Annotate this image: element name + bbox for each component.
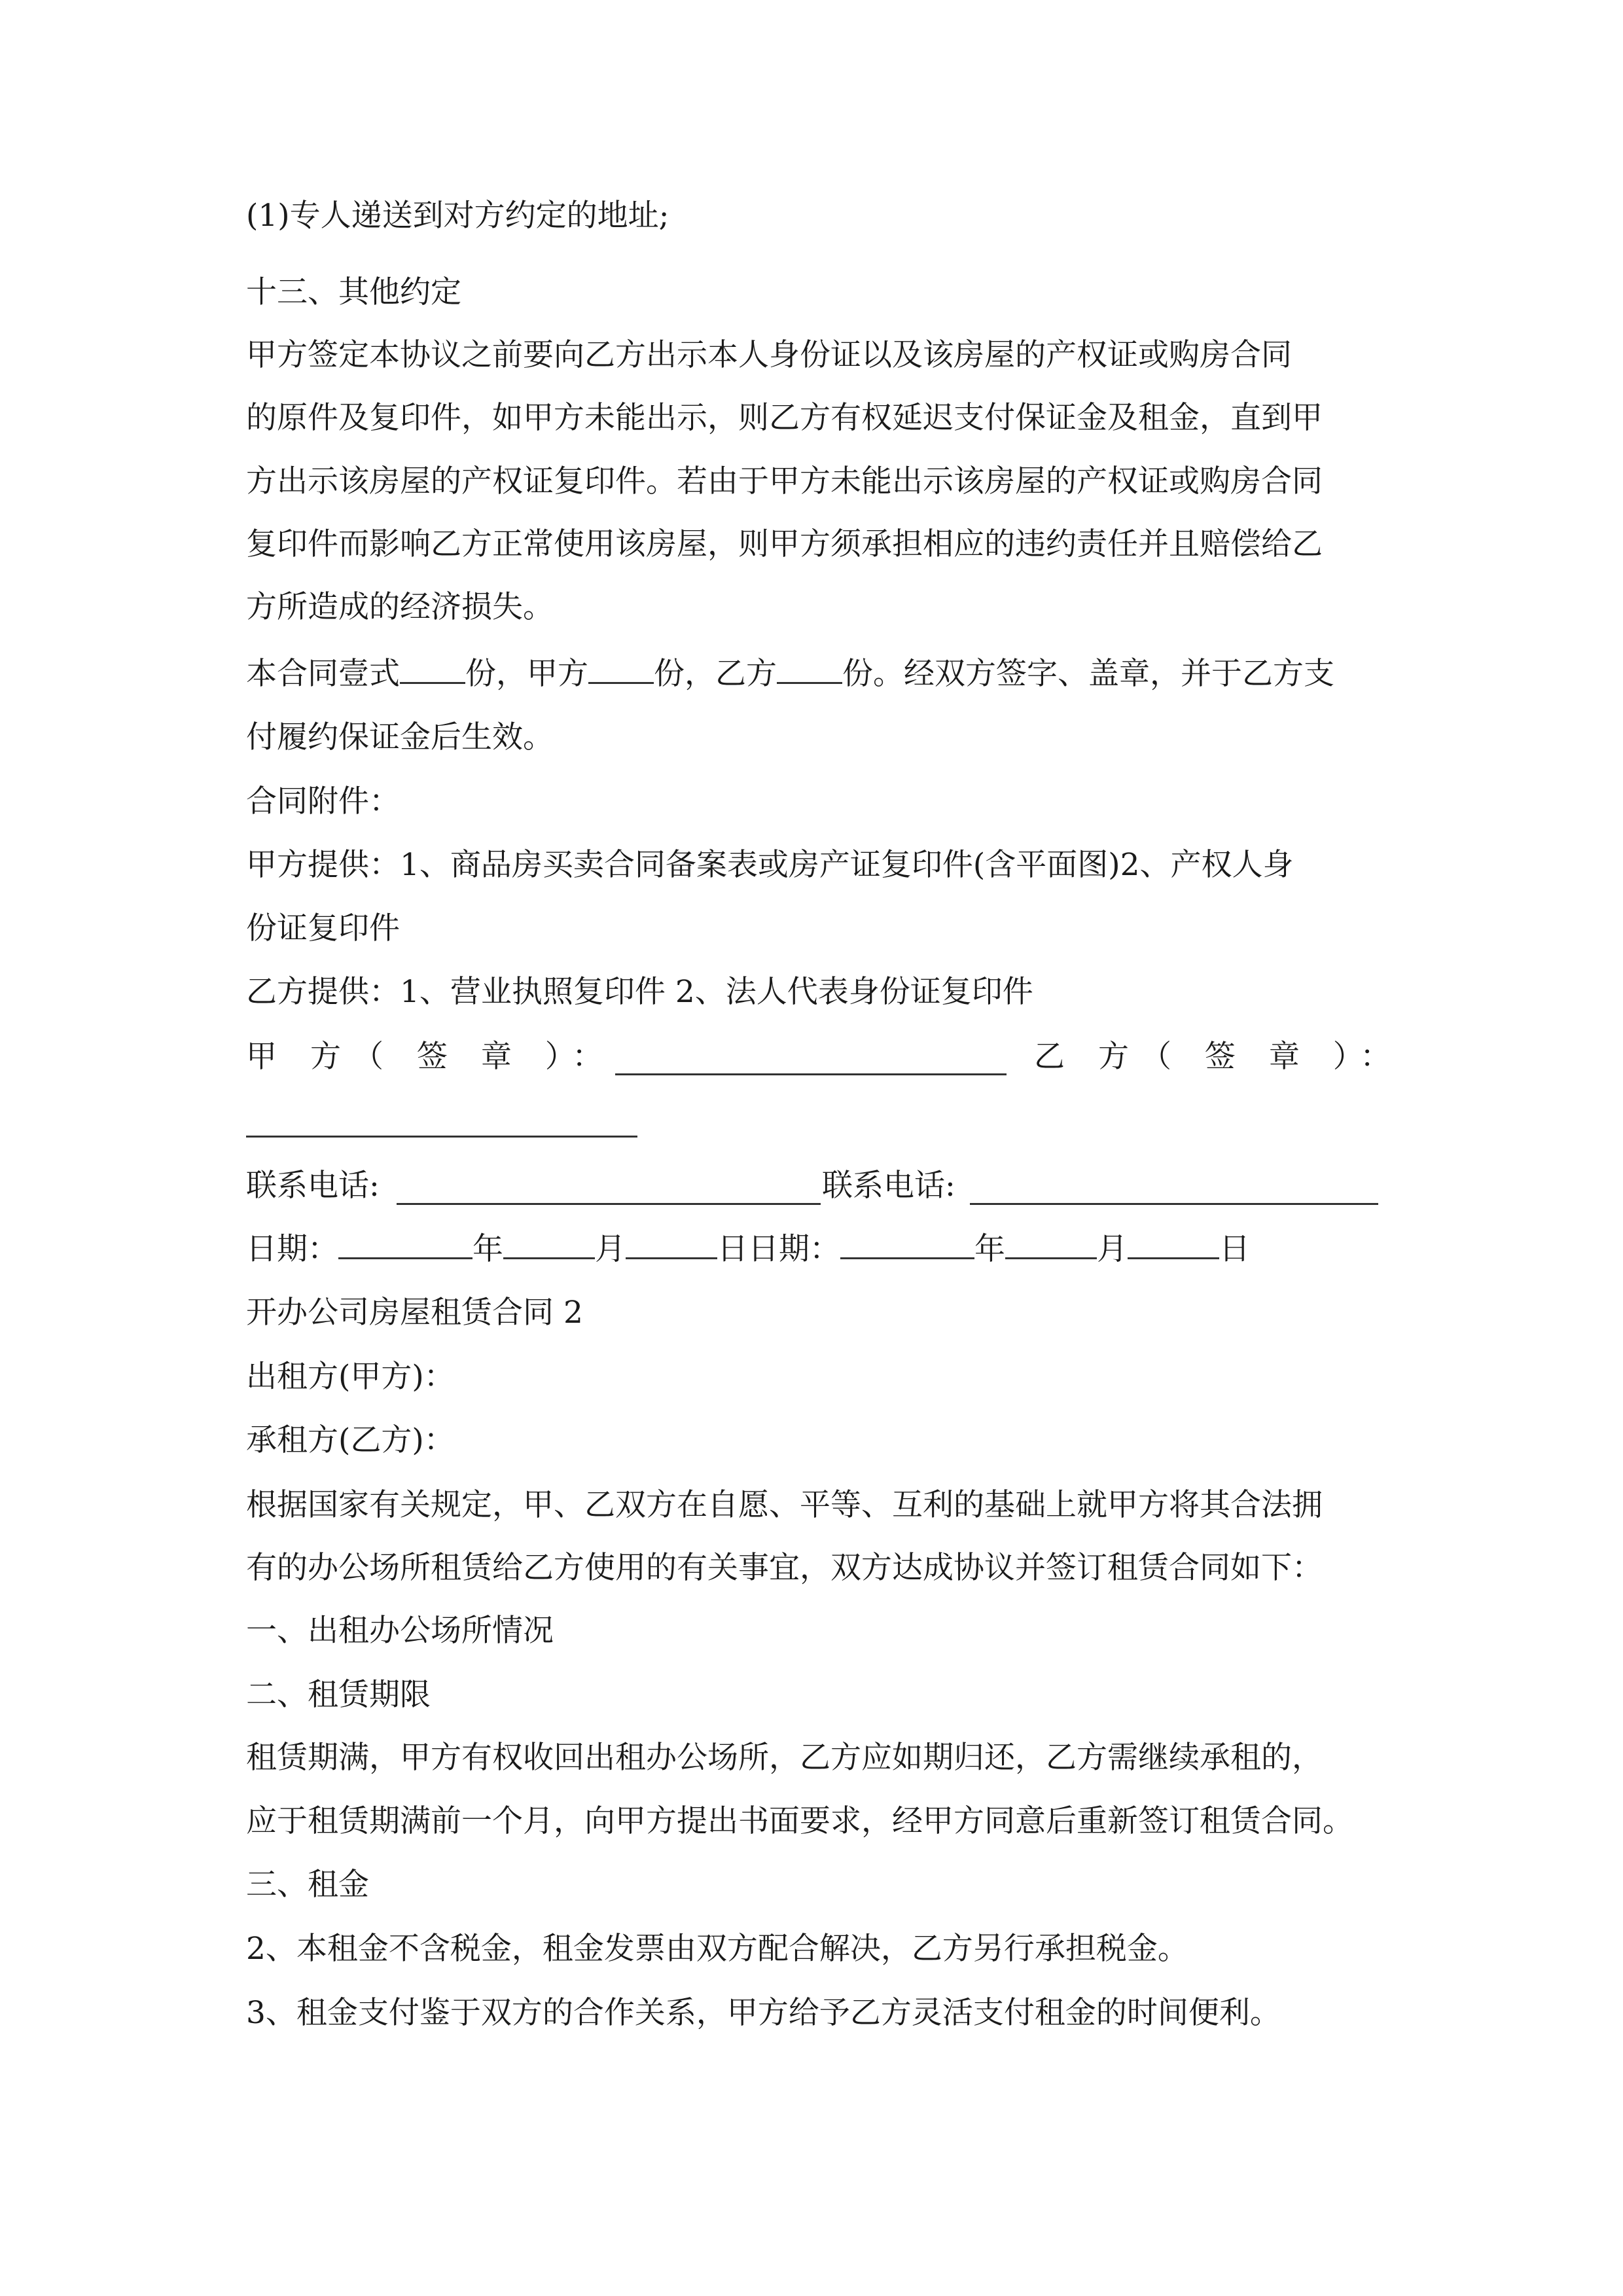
party-a-phone-line[interactable] — [397, 1203, 821, 1205]
party-b-signature-line[interactable] — [246, 1136, 637, 1138]
paragraph-line: 应于租赁期满前一个月，向甲方提出书面要求，经甲方同意后重新签订租赁合同。 — [246, 1803, 1353, 1839]
section-13-heading: 十三、其他约定 — [246, 274, 461, 310]
paragraph-line: 租赁期满，甲方有权收回出租办公场所，乙方应如期归还，乙方需继续承租的， — [246, 1740, 1323, 1776]
section-1-heading: 一、出租办公场所情况 — [246, 1613, 554, 1649]
rent-clause-2: 2、本租金不含税金，租金发票由双方配合解决，乙方另行承担税金。 — [246, 1931, 1188, 1967]
copies-party-b-blank[interactable] — [777, 656, 842, 684]
paragraph-line: 付履约保证金后生效。 — [246, 719, 554, 755]
party-a-date-label: 日期： — [246, 1231, 338, 1267]
party-b-phone-label: 联系电话: — [822, 1168, 955, 1204]
copies-text: 份，甲方 — [465, 656, 588, 692]
party-a-attachments-cont: 份证复印件 — [246, 910, 400, 946]
party-a-signature-label: 甲 方（ 签 章 ）： — [246, 1039, 615, 1075]
copies-clause — [246, 655, 1334, 694]
year-label: 年 — [473, 1231, 503, 1267]
copies-total-blank[interactable] — [400, 656, 465, 684]
party-a-phone-label: 联系电话: — [246, 1168, 380, 1204]
lessor-label: 出租方(甲方)： — [246, 1359, 455, 1395]
paragraph-line: 的原件及复印件，如甲方未能出示，则乙方有权延迟支付保证金及租金，直到甲 — [246, 400, 1323, 436]
party-a-month-blank[interactable] — [503, 1231, 595, 1259]
day-label: 日 — [1219, 1231, 1250, 1267]
paragraph-line: 甲方签定本协议之前要向乙方出示本人身份证以及该房屋的产权证或购房合同 — [246, 337, 1292, 373]
paragraph-line: 有的办公场所租赁给乙方使用的有关事宜，双方达成协议并签订租赁合同如下： — [246, 1550, 1323, 1586]
date-row — [246, 1230, 1250, 1269]
lessee-label: 承租方(乙方)： — [246, 1422, 455, 1458]
party-b-signature-label: 乙 方（ 签 章 ）： — [1034, 1039, 1403, 1075]
copies-party-a-blank[interactable] — [588, 656, 654, 684]
paragraph-line: 根据国家有关规定，甲、乙双方在自愿、平等、互利的基础上就甲方将其合法拥 — [246, 1487, 1323, 1523]
party-a-day-blank[interactable] — [626, 1231, 717, 1259]
party-b-phone-line[interactable] — [970, 1203, 1378, 1205]
party-b-attachments: 乙方提供：1、营业执照复印件 2、法人代表身份证复印件 — [246, 974, 1033, 1010]
clause-delivery-1: (1)专人递送到对方约定的地址; — [246, 198, 669, 234]
party-a-signature-line[interactable] — [615, 1073, 1007, 1075]
copies-text: 份，乙方 — [654, 656, 777, 692]
attachments-heading: 合同附件： — [246, 783, 400, 819]
section-2-heading: 二、租赁期限 — [246, 1677, 431, 1713]
year-label: 年 — [974, 1231, 1005, 1267]
party-a-attachments: 甲方提供：1、商品房买卖合同备案表或房产证复印件(含平面图)2、产权人身 — [246, 847, 1294, 883]
paragraph-line: 方所造成的经济损失。 — [246, 589, 554, 625]
copies-text: 本合同壹式 — [246, 656, 400, 692]
party-b-day-blank[interactable] — [1128, 1231, 1219, 1259]
month-label: 月 — [1097, 1231, 1128, 1267]
day-label: 日 — [717, 1231, 748, 1267]
contract-2-title: 开办公司房屋租赁合同 2 — [246, 1295, 583, 1331]
party-a-year-blank[interactable] — [338, 1231, 473, 1259]
rent-clause-3: 3、租金支付鉴于双方的合作关系，甲方给予乙方灵活支付租金的时间便利。 — [246, 1995, 1281, 2031]
paragraph-line: 方出示该房屋的产权证复印件。若由于甲方未能出示该房屋的产权证或购房合同 — [246, 463, 1323, 499]
party-b-date-label: 日期： — [748, 1231, 840, 1267]
month-label: 月 — [595, 1231, 626, 1267]
party-b-month-blank[interactable] — [1005, 1231, 1097, 1259]
party-b-year-blank[interactable] — [840, 1231, 974, 1259]
section-3-heading: 三、租金 — [246, 1867, 369, 1903]
paragraph-line: 复印件而影响乙方正常使用该房屋，则甲方须承担相应的违约责任并且赔偿给乙 — [246, 526, 1323, 562]
copies-text: 份。经双方签字、盖章，并于乙方支 — [842, 656, 1334, 692]
